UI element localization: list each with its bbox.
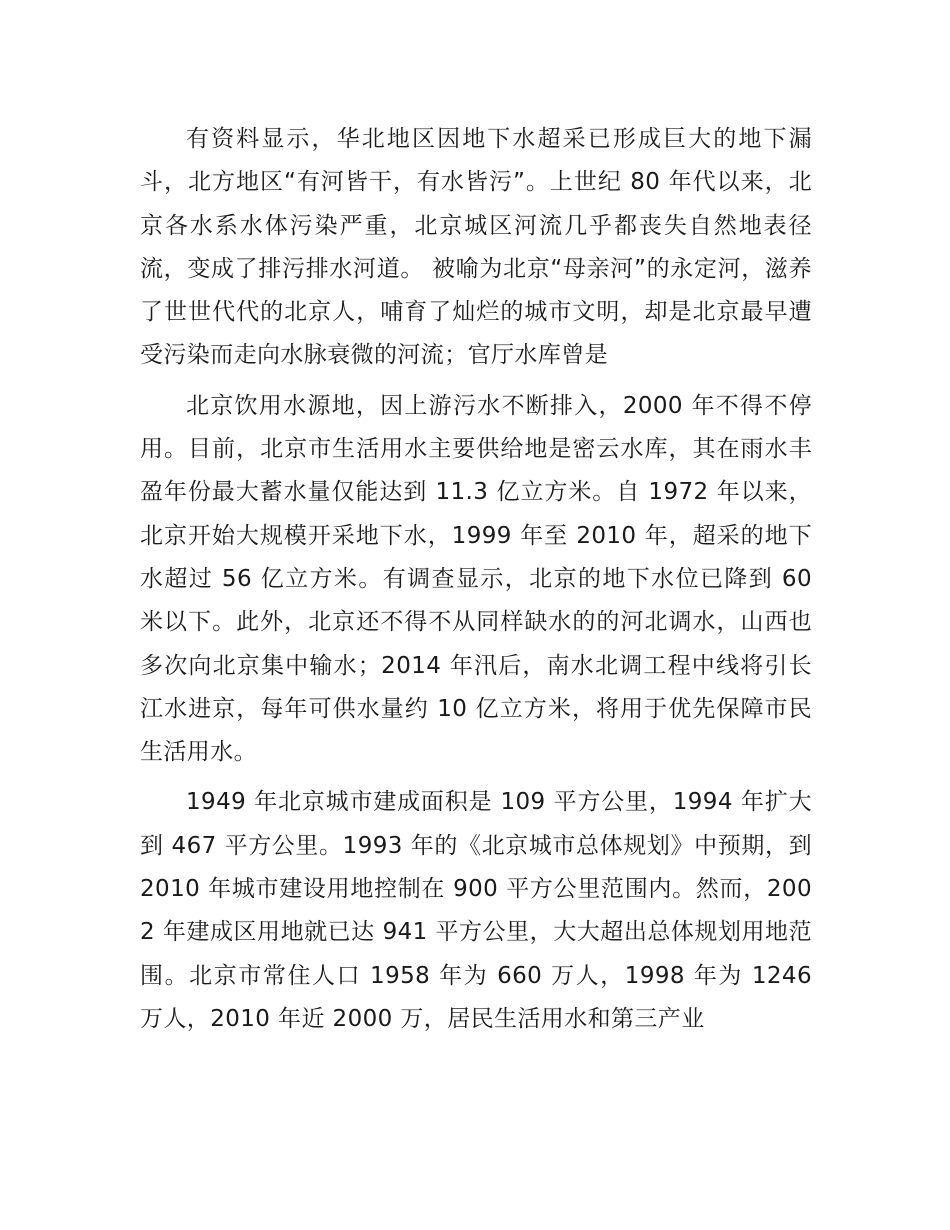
paragraph-groundwater-pollution: 有资料显示，华北地区因地下水超采已形成巨大的地下漏斗，北方地区“有河皆干，有水皆污”。上世纪 80 年代以来，北京各水系水体污染严重，北京城区河流几乎都丧失自然地表径流，变成了排污排水河道。 被喻为北京“母亲河”的永定河，滋养了世世代代的北京人，哺育了灿烂的城市文明，却是北京最早遭受污染而走向水脉衰微的河流；官厅水库曾是 [140,126,812,369]
paragraph-water-supply: 北京饮用水源地，因上游污水不断排入，2000 年不得不停用。目前，北京市生活用水主要供给地是密云水库，其在雨水丰盈年份最大蓄水量仅能达到 11.3 亿立方米。自 1972 年以来，北京开始大规模开采地下水，1999 年至 2010 年，超采的地下水超过 56 亿立方米。有调查显示，北京的地下水位已降到 60 米以下。此外，北京还不得不从同样缺水的的河北调水，山西也多次向北京集中输水；2014 年汛后，南水北调工程中线将引长江水进京，每年可供水量约 10 亿立方米，将用于优先保障市民生活用水。 [140,392,812,766]
document-body [140,118,812,1048]
paragraph-urban-expansion: 1949 年北京城市建成面积是 109 平方公里，1994 年扩大到 467 平方公里。1993 年的《北京城市总体规划》中预期，到 2010 年城市建设用地控制在 900 平方公里范围内。然而，2002 年建成区用地就已达 941 平方公里，大大超出总体规划用地范围。北京市常住人口 1958 年为 660 万人，1998 年为 1246 万人，2010 年近 2000 万，居民生活用水和第三产业 [140,789,812,1032]
